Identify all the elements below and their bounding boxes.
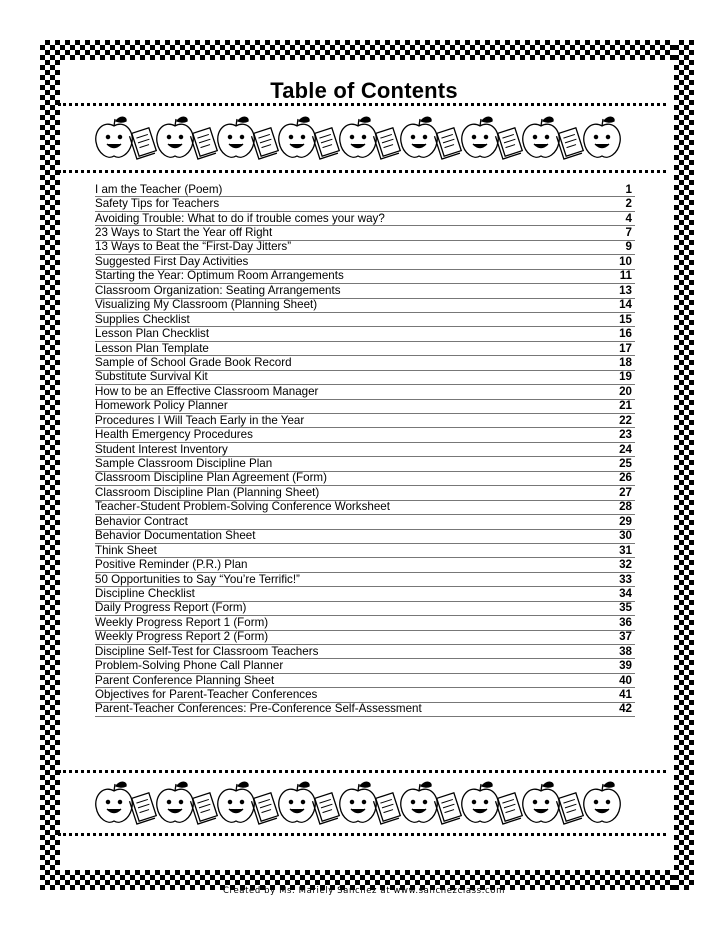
toc-entry-page: 34: [619, 586, 632, 600]
footer-credit: Created by Ms. Mariely Sanchez at www.sanchezclass.com: [223, 886, 505, 896]
toc-entry-page: 22: [619, 413, 632, 427]
toc-entry-page: 42: [619, 702, 632, 716]
toc-entry: [95, 241, 635, 255]
toc-entry-page: 26: [619, 471, 632, 485]
toc-entry: [95, 659, 635, 673]
toc-entry: [95, 573, 635, 587]
toc-entry-page: 16: [619, 327, 632, 341]
toc-entry-page: 40: [619, 673, 632, 687]
toc-entry-title: Sample of School Grade Book Record: [95, 355, 292, 369]
toc-entry: [95, 645, 635, 659]
toc-entry: [95, 284, 635, 298]
toc-entry-page: 20: [619, 384, 632, 398]
toc-entry-page: 39: [619, 659, 632, 673]
toc-entry-page: 18: [619, 355, 632, 369]
toc-entry-page: 10: [619, 254, 632, 268]
toc-entry: [95, 616, 635, 630]
toc-entry-title: Avoiding Trouble: What to do if trouble comes your way?: [95, 211, 385, 225]
toc-entry-title: Classroom Discipline Plan (Planning Sheet): [95, 485, 320, 499]
toc-entry-page: 25: [619, 457, 632, 471]
toc-entry-title: Parent-Teacher Conferences: Pre-Conference Self-Assessment: [95, 702, 422, 716]
toc-entry: [95, 587, 635, 601]
toc-entry-page: 19: [619, 370, 632, 384]
toc-entry-page: 21: [619, 399, 632, 413]
toc-entry: [95, 226, 635, 240]
toc-entry-page: 27: [619, 485, 632, 499]
toc-entry-title: Safety Tips for Teachers: [95, 197, 220, 211]
toc-entry-title: Teacher-Student Problem-Solving Conference Worksheet: [95, 500, 390, 514]
checkered-border-top-inner: [40, 50, 694, 60]
toc-entry-title: Weekly Progress Report 1 (Form): [95, 615, 269, 629]
toc-entry-title: How to be an Effective Classroom Manager: [95, 384, 319, 398]
toc-entry-title: Sample Classroom Discipline Plan: [95, 457, 273, 471]
toc-entry-title: 13 Ways to Beat the “First-Day Jitters”: [95, 240, 292, 254]
toc-entry-page: 33: [619, 572, 632, 586]
toc-entry-page: 35: [619, 601, 632, 615]
toc-entry: [95, 342, 635, 356]
toc-entry-page: 41: [619, 688, 632, 702]
toc-entry-page: 1: [625, 182, 632, 196]
checkered-border-left: [40, 40, 50, 890]
toc-entry-title: Think Sheet: [95, 543, 157, 557]
toc-entry-page: 9: [625, 240, 632, 254]
toc-entry-page: 32: [619, 558, 632, 572]
toc-entry: [95, 674, 635, 688]
toc-entry-page: 2: [625, 197, 632, 211]
toc-entry-title: Health Emergency Procedures: [95, 428, 253, 442]
toc-entry: [95, 558, 635, 572]
toc-entry-title: Starting the Year: Optimum Room Arrangements: [95, 269, 344, 283]
page-title: Table of Contents: [270, 78, 458, 103]
toc-entry: [95, 313, 635, 327]
checkered-border-right-inner: [674, 40, 684, 890]
toc-entry-page: 17: [619, 341, 632, 355]
toc-entry: [95, 414, 635, 428]
toc-entry: [95, 183, 635, 197]
toc-entry: [95, 515, 635, 529]
toc-entry-title: Discipline Self-Test for Classroom Teachers: [95, 644, 319, 658]
toc-entry-page: 24: [619, 442, 632, 456]
toc-entry-page: 38: [619, 644, 632, 658]
toc-entry-title: Visualizing My Classroom (Planning Sheet): [95, 298, 318, 312]
toc-entry-title: Homework Policy Planner: [95, 399, 228, 413]
toc-entry-page: 23: [619, 428, 632, 442]
toc-entry: [95, 255, 635, 269]
toc-entry: [95, 212, 635, 226]
toc-entry: [95, 385, 635, 399]
toc-entry-title: Daily Progress Report (Form): [95, 601, 247, 615]
toc-entry-title: 50 Opportunities to Say “You’re Terrific!”: [95, 572, 300, 586]
toc-entry: [95, 443, 635, 457]
toc-entry: [95, 400, 635, 414]
toc-entry-title: Substitute Survival Kit: [95, 370, 208, 384]
toc-entry-title: Parent Conference Planning Sheet: [95, 673, 275, 687]
checkered-border-top: [40, 40, 694, 50]
dotted-divider: [58, 770, 666, 773]
apple-book-border-icon: [92, 775, 632, 831]
toc-entry: [95, 631, 635, 645]
toc-entry-page: 14: [619, 298, 632, 312]
checkered-border-right: [684, 40, 694, 890]
toc-list: [95, 183, 635, 717]
toc-entry-page: 37: [619, 630, 632, 644]
toc-entry-page: 4: [625, 211, 632, 225]
checkered-border-left-inner: [50, 40, 60, 890]
toc-entry: [95, 688, 635, 702]
toc-entry-title: Procedures I Will Teach Early in the Year: [95, 413, 305, 427]
toc-entry-title: Classroom Discipline Plan Agreement (Form): [95, 471, 327, 485]
dotted-divider: [58, 833, 666, 836]
toc-entry-page: 28: [619, 500, 632, 514]
toc-entry: [95, 602, 635, 616]
toc-entry-title: I am the Teacher (Poem): [95, 182, 223, 196]
toc-entry-page: 15: [619, 312, 632, 326]
toc-entry: [95, 472, 635, 486]
toc-entry-page: 36: [619, 615, 632, 629]
toc-entry-title: Behavior Contract: [95, 514, 188, 528]
toc-entry: [95, 544, 635, 558]
toc-entry-title: Lesson Plan Checklist: [95, 327, 210, 341]
toc-entry: [95, 501, 635, 515]
toc-entry-title: Objectives for Parent-Teacher Conferences: [95, 688, 318, 702]
toc-entry: [95, 327, 635, 341]
dotted-divider: [58, 170, 666, 173]
toc-entry-title: Supplies Checklist: [95, 312, 190, 326]
toc-entry-page: 13: [619, 283, 632, 297]
toc-entry: [95, 197, 635, 211]
toc-entry-title: Student Interest Inventory: [95, 442, 228, 456]
toc-entry-title: Behavior Documentation Sheet: [95, 529, 256, 543]
toc-entry-title: Problem-Solving Phone Call Planner: [95, 659, 284, 673]
toc-entry-title: Positive Reminder (P.R.) Plan: [95, 558, 248, 572]
toc-entry: [95, 457, 635, 471]
toc-entry-title: Suggested First Day Activities: [95, 254, 249, 268]
toc-entry-title: Discipline Checklist: [95, 586, 195, 600]
toc-entry: [95, 299, 635, 313]
toc-entry-page: 29: [619, 514, 632, 528]
checkered-border-bottom-inner: [40, 870, 694, 880]
apple-book-border-icon: [92, 110, 632, 166]
toc-entry-title: 23 Ways to Start the Year off Right: [95, 226, 273, 240]
toc-entry: [95, 371, 635, 385]
toc-entry: [95, 530, 635, 544]
toc-entry-title: Classroom Organization: Seating Arrangements: [95, 283, 341, 297]
toc-entry: [95, 486, 635, 500]
toc-entry-page: 11: [619, 269, 632, 283]
toc-entry: [95, 428, 635, 442]
toc-entry: [95, 356, 635, 370]
toc-entry-title: Weekly Progress Report 2 (Form): [95, 630, 269, 644]
toc-entry-page: 7: [625, 226, 632, 240]
toc-entry-page: 30: [619, 529, 632, 543]
toc-entry: [95, 703, 635, 717]
toc-entry-title: Lesson Plan Template: [95, 341, 209, 355]
toc-entry: [95, 270, 635, 284]
toc-entry-page: 31: [619, 543, 632, 557]
